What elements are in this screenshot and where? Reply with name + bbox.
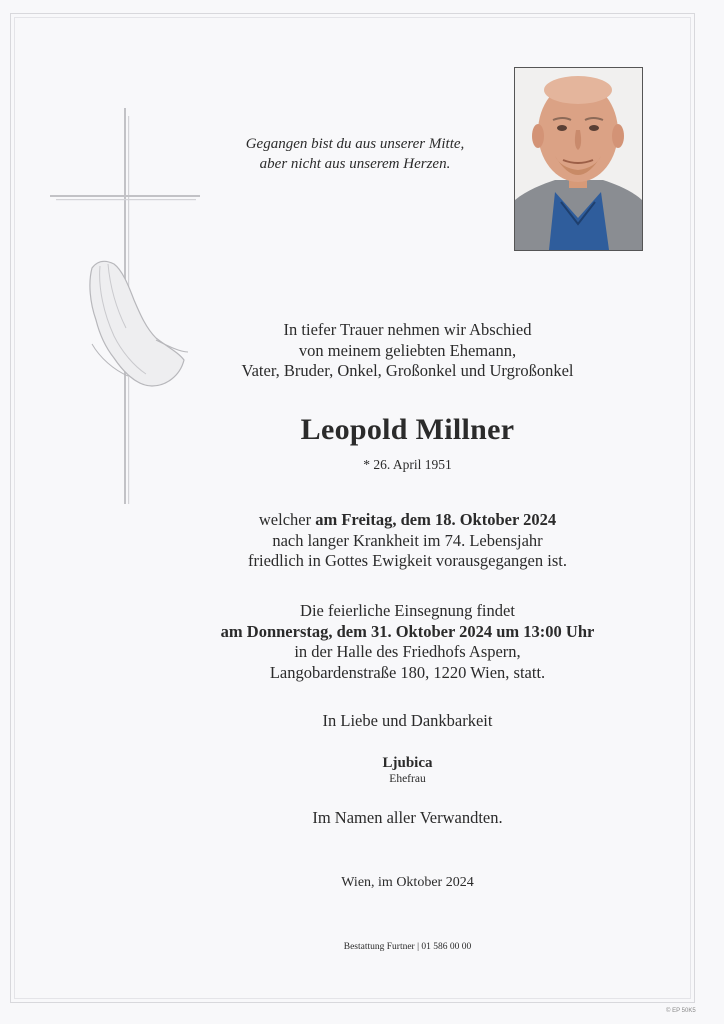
deceased-name: Leopold Millner — [300, 413, 515, 446]
cross-icon — [48, 108, 208, 508]
quote-line-2: aber nicht aus unserem Herzen. — [259, 156, 451, 172]
relatives-note: Im Namen aller Verwandten. — [312, 808, 503, 827]
signer-relation: Ehefrau — [389, 773, 426, 785]
intro-line-2: von meinem geliebten Ehemann, — [298, 340, 517, 360]
portrait-photo — [514, 67, 643, 251]
ceremony-line-1: Die feierliche Einsegnung findet — [300, 601, 515, 620]
ceremony-details — [160, 601, 655, 683]
intro-line-1: In tiefer Trauer nehmen wir Abschied — [283, 320, 532, 339]
death-prefix: welcher — [258, 510, 316, 529]
closing-phrase: In Liebe und Dankbarkeit — [322, 711, 493, 730]
place-and-date: Wien, im Oktober 2024 — [341, 875, 474, 890]
ceremony-date — [160, 622, 655, 643]
death-line-3: friedlich in Gottes Ewigkeit vorausgegangen ist. — [248, 551, 567, 570]
death-notice — [160, 510, 655, 572]
memorial-quote — [200, 134, 510, 174]
ceremony-address: Langobardenstraße 180, 1220 Wien, statt. — [269, 662, 546, 682]
intro-line-3: Vater, Bruder, Onkel, Großonkel und Urgroßonkel — [241, 361, 574, 380]
funeral-home-contact: Bestattung Furtner | 01 586 00 00 — [343, 942, 472, 952]
death-line-1 — [160, 510, 655, 531]
mourning-intro — [160, 320, 655, 382]
signer-name: Ljubica — [382, 755, 433, 771]
quote-line-1: Gegangen bist du aus unserer Mitte, — [245, 136, 465, 152]
print-code: © EP 50K5 — [666, 1008, 696, 1014]
birth-date: * 26. April 1951 — [363, 457, 452, 472]
death-date: am Freitag, dem 18. Oktober 2024 — [315, 510, 557, 529]
ceremony-date-text: am Donnerstag, dem 31. Oktober 2024 um 13:00 Uhr — [220, 621, 595, 641]
death-line-2: nach langer Krankheit im 74. Lebensjahr — [272, 530, 543, 550]
ceremony-line-3: in der Halle des Friedhofs Aspern, — [294, 642, 521, 661]
